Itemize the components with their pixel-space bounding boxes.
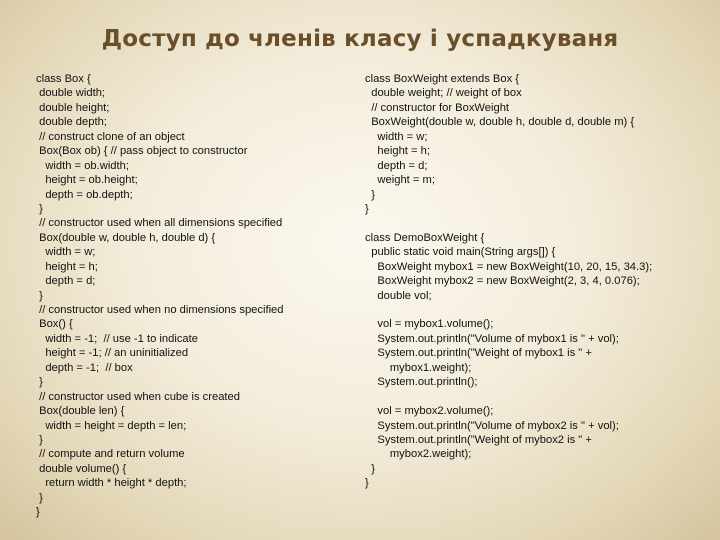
left-code-line: height = -1; // an uninitialized bbox=[36, 347, 189, 360]
left-code-line: Box() { bbox=[36, 318, 73, 331]
right-code-line: depth = d; bbox=[365, 159, 428, 172]
left-code-line: // compute and return volume bbox=[36, 448, 185, 461]
left-code-line: } bbox=[36, 491, 43, 504]
left-code-line: class Box { bbox=[36, 73, 91, 85]
right-code-line: public static void main(String args[]) { bbox=[365, 246, 556, 259]
right-code-line: BoxWeight mybox2 = new BoxWeight(2, 3, 4, 0.076); bbox=[365, 275, 640, 288]
left-code-line: Box(double len) { bbox=[36, 405, 125, 418]
right-code-line bbox=[365, 303, 705, 317]
slide-title: Доступ до членів класу і успадкуваня bbox=[101, 26, 619, 52]
right-code-line bbox=[365, 216, 705, 230]
left-code-line: } bbox=[36, 376, 43, 389]
right-code-line: height = h; bbox=[365, 145, 430, 158]
right-code-line: class DemoBoxWeight { bbox=[365, 231, 485, 244]
right-code-line: } bbox=[365, 202, 369, 215]
right-code-line: BoxWeight mybox1 = new BoxWeight(10, 20, 15, 34.3); bbox=[365, 260, 653, 273]
left-code-line: double volume() { bbox=[36, 462, 127, 475]
left-code-line: double width; bbox=[36, 87, 106, 100]
left-code-line: return width * height * depth; bbox=[36, 477, 187, 490]
left-code-line: depth = -1; // box bbox=[36, 361, 133, 374]
left-code-line: Box(double w, double h, double d) { bbox=[36, 231, 216, 244]
right-code-line: vol = mybox2.volume(); bbox=[365, 405, 494, 418]
right-code-line: } bbox=[365, 188, 375, 201]
left-code-line: depth = ob.depth; bbox=[36, 188, 133, 201]
right-code-line: // constructor for BoxWeight bbox=[365, 101, 510, 114]
right-code-line: weight = m; bbox=[365, 174, 435, 187]
left-code-line: height = ob.height; bbox=[36, 174, 138, 187]
right-code-line: double weight; // weight of box bbox=[365, 87, 522, 100]
left-code-line: depth = d; bbox=[36, 275, 96, 288]
left-code-line: } bbox=[36, 433, 43, 446]
right-code-line: } bbox=[365, 462, 375, 475]
left-code-line: width = -1; // use -1 to indicate bbox=[36, 332, 198, 345]
right-code-line: } bbox=[365, 477, 369, 490]
right-code-line bbox=[365, 390, 705, 404]
right-code-line: System.out.println("Volume of mybox2 is " + vol); bbox=[365, 419, 619, 432]
right-code-line: width = w; bbox=[365, 130, 428, 143]
left-code-line: double height; bbox=[36, 101, 110, 114]
left-code-line: double depth; bbox=[36, 116, 107, 129]
code-block-boxweight-demo bbox=[365, 72, 705, 491]
right-code-line: BoxWeight(double w, double h, double d, double m) { bbox=[365, 116, 635, 129]
right-code-line: System.out.println("Weight of mybox2 is " + bbox=[365, 433, 592, 446]
code-block-box-class bbox=[36, 72, 336, 520]
right-code-line: System.out.println("Volume of mybox1 is " + vol); bbox=[365, 332, 619, 345]
left-code-line: } bbox=[36, 289, 43, 302]
right-code-line: vol = mybox1.volume(); bbox=[365, 318, 494, 331]
left-code-line: // constructor used when no dimensions specified bbox=[36, 304, 284, 316]
left-code-line: width = height = depth = len; bbox=[36, 419, 187, 432]
left-code-line: width = ob.width; bbox=[36, 159, 129, 172]
left-code-line: Box(Box ob) { // pass object to constructor bbox=[36, 145, 248, 158]
left-code-line: width = w; bbox=[36, 246, 96, 259]
left-code-line: // constructor used when cube is created bbox=[36, 390, 240, 403]
right-code-line: System.out.println("Weight of mybox1 is " + bbox=[365, 347, 592, 360]
left-code-line: // constructor used when all dimensions specified bbox=[36, 217, 283, 230]
left-code-line: height = h; bbox=[36, 260, 98, 273]
right-code-line: mybox1.weight); bbox=[365, 361, 472, 374]
right-code-line: double vol; bbox=[365, 289, 432, 302]
left-code-line: // construct clone of an object bbox=[36, 130, 185, 143]
right-code-line: mybox2.weight); bbox=[365, 448, 472, 461]
right-code-line: class BoxWeight extends Box { bbox=[365, 73, 520, 85]
left-code-line: } bbox=[36, 506, 40, 519]
left-code-line: } bbox=[36, 202, 43, 215]
right-code-line: System.out.println(); bbox=[365, 376, 478, 389]
